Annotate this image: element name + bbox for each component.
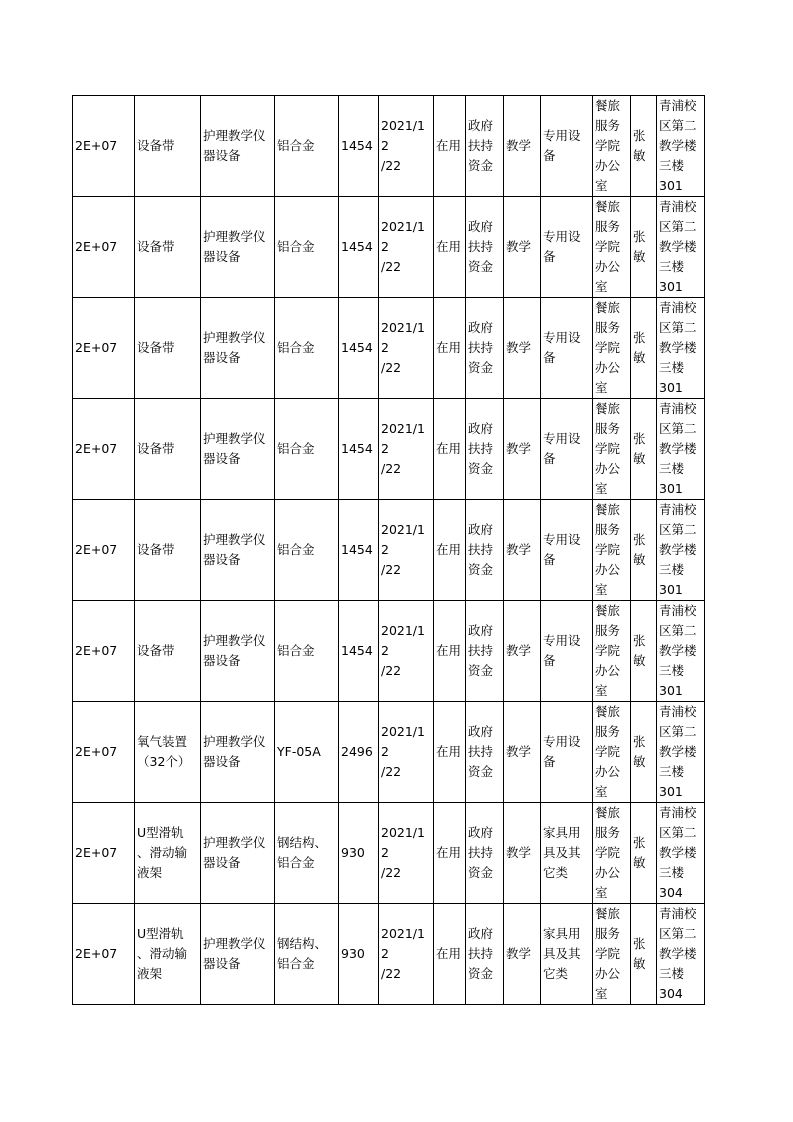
table-row [73, 399, 705, 500]
department-text: 餐旅 服务 学院 办公 室 [595, 805, 621, 900]
asset-code-cell [73, 197, 135, 298]
custodian-text: 张 敏 [633, 431, 646, 466]
fund-source-text: 政府 扶持 资金 [468, 118, 494, 173]
asset-code-text: 2E+07 [75, 239, 118, 254]
model-spec-text: 钢结构、 铝合金 [277, 835, 328, 870]
asset-code-text: 2E+07 [75, 744, 118, 759]
location-cell [657, 601, 705, 702]
model-spec-text: 铝合金 [277, 542, 315, 557]
asset-category-text: 护理教学仪 器设备 [203, 734, 266, 769]
acquire-date-text: 2021/12 /22 [381, 320, 425, 375]
table-row [73, 298, 705, 399]
location-text: 青浦校 区第二 教学楼 三楼 304 [659, 906, 697, 1001]
asset-code-cell [73, 904, 135, 1005]
asset-name-text: 设备带 [137, 340, 175, 355]
use-status-cell [434, 197, 466, 298]
asset-class-cell [541, 298, 593, 399]
asset-category-cell [201, 904, 275, 1005]
use-status-cell [434, 500, 466, 601]
fund-source-cell [466, 197, 504, 298]
use-status-text: 在用 [436, 643, 462, 658]
use-status-text: 在用 [436, 138, 462, 153]
asset-name-text: 设备带 [137, 643, 175, 658]
location-cell [657, 803, 705, 904]
usage-cell [504, 197, 541, 298]
asset-name-cell [135, 197, 201, 298]
usage-cell [504, 399, 541, 500]
asset-category-text: 护理教学仪 器设备 [203, 128, 266, 163]
asset-class-text: 专用设 备 [543, 633, 581, 668]
fund-source-text: 政府 扶持 资金 [468, 219, 494, 274]
fund-source-cell [466, 298, 504, 399]
acquire-date-cell [379, 601, 434, 702]
usage-cell [504, 803, 541, 904]
table-row [73, 702, 705, 803]
asset-class-text: 家具用 具及其 它类 [543, 926, 581, 981]
asset-category-cell [201, 803, 275, 904]
department-cell [593, 702, 631, 803]
asset-name-text: 设备带 [137, 239, 175, 254]
asset-name-text: 设备带 [137, 441, 175, 456]
department-cell [593, 500, 631, 601]
table-row [73, 197, 705, 298]
acquire-date-text: 2021/12 /22 [381, 623, 425, 678]
acquire-date-cell [379, 96, 434, 197]
usage-cell [504, 298, 541, 399]
fund-source-text: 政府 扶持 资金 [468, 825, 494, 880]
custodian-cell [631, 702, 657, 803]
acquire-date-cell [379, 702, 434, 803]
location-cell [657, 197, 705, 298]
location-cell [657, 96, 705, 197]
model-spec-cell [275, 702, 339, 803]
fund-source-cell [466, 702, 504, 803]
table-row [73, 500, 705, 601]
fund-source-cell [466, 803, 504, 904]
asset-category-text: 护理教学仪 器设备 [203, 936, 266, 971]
location-text: 青浦校 区第二 教学楼 三楼 301 [659, 401, 697, 496]
department-cell [593, 399, 631, 500]
department-text: 餐旅 服务 学院 办公 室 [595, 300, 621, 395]
acquire-date-cell [379, 298, 434, 399]
acquire-date-text: 2021/12 /22 [381, 219, 425, 274]
acquire-date-text: 2021/12 /22 [381, 522, 425, 577]
department-cell [593, 904, 631, 1005]
department-text: 餐旅 服务 学院 办公 室 [595, 401, 621, 496]
asset-category-cell [201, 298, 275, 399]
unit-price-cell [339, 197, 379, 298]
usage-text: 教学 [506, 946, 532, 961]
asset-name-text: 氧气装置 （32个） [137, 734, 191, 769]
use-status-cell [434, 96, 466, 197]
usage-text: 教学 [506, 643, 532, 658]
asset-code-text: 2E+07 [75, 845, 118, 860]
asset-table-body [73, 96, 705, 1005]
asset-class-text: 专用设 备 [543, 229, 581, 264]
department-text: 餐旅 服务 学院 办公 室 [595, 704, 621, 799]
unit-price-text: 1454 [341, 239, 373, 254]
custodian-cell [631, 500, 657, 601]
unit-price-cell [339, 399, 379, 500]
asset-name-cell [135, 96, 201, 197]
use-status-cell [434, 904, 466, 1005]
asset-class-cell [541, 702, 593, 803]
custodian-text: 张 敏 [633, 532, 646, 567]
use-status-cell [434, 399, 466, 500]
location-cell [657, 904, 705, 1005]
custodian-cell [631, 803, 657, 904]
department-cell [593, 601, 631, 702]
fund-source-cell [466, 96, 504, 197]
model-spec-cell [275, 197, 339, 298]
fund-source-cell [466, 500, 504, 601]
usage-text: 教学 [506, 744, 532, 759]
asset-class-cell [541, 803, 593, 904]
asset-name-cell [135, 803, 201, 904]
asset-code-text: 2E+07 [75, 138, 118, 153]
department-cell [593, 96, 631, 197]
table-row [73, 904, 705, 1005]
asset-class-cell [541, 96, 593, 197]
asset-table [72, 95, 705, 1005]
asset-code-text: 2E+07 [75, 441, 118, 456]
usage-cell [504, 601, 541, 702]
asset-code-cell [73, 803, 135, 904]
unit-price-cell [339, 500, 379, 601]
asset-name-cell [135, 601, 201, 702]
model-spec-text: 铝合金 [277, 643, 315, 658]
acquire-date-cell [379, 197, 434, 298]
fund-source-cell [466, 601, 504, 702]
asset-name-cell [135, 702, 201, 803]
department-cell [593, 298, 631, 399]
asset-class-text: 专用设 备 [543, 128, 581, 163]
unit-price-text: 1454 [341, 441, 373, 456]
usage-text: 教学 [506, 239, 532, 254]
use-status-cell [434, 803, 466, 904]
fund-source-cell [466, 904, 504, 1005]
fund-source-cell [466, 399, 504, 500]
model-spec-cell [275, 904, 339, 1005]
custodian-text: 张 敏 [633, 229, 646, 264]
fund-source-text: 政府 扶持 资金 [468, 623, 494, 678]
asset-code-cell [73, 601, 135, 702]
department-text: 餐旅 服务 学院 办公 室 [595, 502, 621, 597]
asset-class-text: 家具用 具及其 它类 [543, 825, 581, 880]
location-cell [657, 500, 705, 601]
unit-price-text: 1454 [341, 340, 373, 355]
model-spec-text: 钢结构、 铝合金 [277, 936, 328, 971]
custodian-cell [631, 601, 657, 702]
fund-source-text: 政府 扶持 资金 [468, 724, 494, 779]
acquire-date-text: 2021/12 /22 [381, 926, 425, 981]
asset-class-text: 专用设 备 [543, 330, 581, 365]
usage-cell [504, 96, 541, 197]
asset-category-text: 护理教学仪 器设备 [203, 532, 266, 567]
usage-text: 教学 [506, 845, 532, 860]
asset-code-text: 2E+07 [75, 340, 118, 355]
use-status-text: 在用 [436, 239, 462, 254]
custodian-cell [631, 96, 657, 197]
department-cell [593, 197, 631, 298]
location-text: 青浦校 区第二 教学楼 三楼 301 [659, 704, 697, 799]
custodian-cell [631, 904, 657, 1005]
table-row [73, 601, 705, 702]
unit-price-cell [339, 803, 379, 904]
location-text: 青浦校 区第二 教学楼 三楼 301 [659, 502, 697, 597]
acquire-date-text: 2021/12 /22 [381, 825, 425, 880]
asset-code-cell [73, 500, 135, 601]
use-status-cell [434, 298, 466, 399]
use-status-cell [434, 601, 466, 702]
usage-cell [504, 702, 541, 803]
custodian-text: 张 敏 [633, 128, 646, 163]
asset-class-cell [541, 904, 593, 1005]
location-cell [657, 298, 705, 399]
location-cell [657, 399, 705, 500]
model-spec-text: 铝合金 [277, 340, 315, 355]
model-spec-cell [275, 500, 339, 601]
asset-name-cell [135, 399, 201, 500]
asset-category-text: 护理教学仪 器设备 [203, 229, 266, 264]
custodian-text: 张 敏 [633, 936, 646, 971]
asset-code-text: 2E+07 [75, 946, 118, 961]
unit-price-text: 2496 [341, 744, 373, 759]
asset-class-cell [541, 601, 593, 702]
unit-price-cell [339, 96, 379, 197]
fund-source-text: 政府 扶持 资金 [468, 926, 494, 981]
asset-category-text: 护理教学仪 器设备 [203, 835, 266, 870]
use-status-text: 在用 [436, 744, 462, 759]
use-status-text: 在用 [436, 946, 462, 961]
asset-code-text: 2E+07 [75, 542, 118, 557]
unit-price-cell [339, 904, 379, 1005]
asset-category-cell [201, 96, 275, 197]
use-status-text: 在用 [436, 845, 462, 860]
usage-cell [504, 904, 541, 1005]
location-text: 青浦校 区第二 教学楼 三楼 301 [659, 199, 697, 294]
asset-code-cell [73, 96, 135, 197]
model-spec-text: 铝合金 [277, 441, 315, 456]
location-text: 青浦校 区第二 教学楼 三楼 301 [659, 603, 697, 698]
use-status-text: 在用 [436, 542, 462, 557]
asset-name-text: U型滑轨 、滑动输 液架 [137, 926, 188, 981]
acquire-date-cell [379, 803, 434, 904]
fund-source-text: 政府 扶持 资金 [468, 320, 494, 375]
model-spec-text: 铝合金 [277, 138, 315, 153]
asset-category-cell [201, 702, 275, 803]
asset-class-cell [541, 500, 593, 601]
custodian-cell [631, 399, 657, 500]
asset-name-cell [135, 904, 201, 1005]
usage-text: 教学 [506, 542, 532, 557]
fund-source-text: 政府 扶持 资金 [468, 421, 494, 476]
asset-code-cell [73, 298, 135, 399]
model-spec-cell [275, 399, 339, 500]
custodian-cell [631, 298, 657, 399]
usage-cell [504, 500, 541, 601]
use-status-text: 在用 [436, 340, 462, 355]
asset-category-text: 护理教学仪 器设备 [203, 431, 266, 466]
acquire-date-text: 2021/12 /22 [381, 724, 425, 779]
model-spec-text: YF-05A [277, 744, 321, 759]
fund-source-text: 政府 扶持 资金 [468, 522, 494, 577]
unit-price-text: 930 [341, 845, 365, 860]
use-status-text: 在用 [436, 441, 462, 456]
department-text: 餐旅 服务 学院 办公 室 [595, 906, 621, 1001]
department-cell [593, 803, 631, 904]
asset-name-cell [135, 298, 201, 399]
unit-price-text: 930 [341, 946, 365, 961]
asset-name-text: 设备带 [137, 542, 175, 557]
acquire-date-cell [379, 904, 434, 1005]
asset-code-cell [73, 702, 135, 803]
asset-name-text: U型滑轨 、滑动输 液架 [137, 825, 188, 880]
acquire-date-cell [379, 399, 434, 500]
custodian-text: 张 敏 [633, 734, 646, 769]
usage-text: 教学 [506, 138, 532, 153]
unit-price-cell [339, 298, 379, 399]
unit-price-text: 1454 [341, 542, 373, 557]
asset-category-text: 护理教学仪 器设备 [203, 633, 266, 668]
unit-price-text: 1454 [341, 138, 373, 153]
model-spec-text: 铝合金 [277, 239, 315, 254]
acquire-date-text: 2021/12 /22 [381, 421, 425, 476]
asset-code-text: 2E+07 [75, 643, 118, 658]
asset-category-cell [201, 500, 275, 601]
location-text: 青浦校 区第二 教学楼 三楼 304 [659, 805, 697, 900]
department-text: 餐旅 服务 学院 办公 室 [595, 98, 621, 193]
custodian-text: 张 敏 [633, 835, 646, 870]
model-spec-cell [275, 803, 339, 904]
location-text: 青浦校 区第二 教学楼 三楼 301 [659, 98, 697, 193]
acquire-date-text: 2021/12 /22 [381, 118, 425, 173]
asset-category-text: 护理教学仪 器设备 [203, 330, 266, 365]
asset-name-cell [135, 500, 201, 601]
unit-price-cell [339, 601, 379, 702]
asset-category-cell [201, 197, 275, 298]
use-status-cell [434, 702, 466, 803]
model-spec-cell [275, 601, 339, 702]
asset-class-text: 专用设 备 [543, 734, 581, 769]
acquire-date-cell [379, 500, 434, 601]
location-text: 青浦校 区第二 教学楼 三楼 301 [659, 300, 697, 395]
department-text: 餐旅 服务 学院 办公 室 [595, 603, 621, 698]
unit-price-cell [339, 702, 379, 803]
table-row [73, 96, 705, 197]
unit-price-text: 1454 [341, 643, 373, 658]
usage-text: 教学 [506, 340, 532, 355]
asset-category-cell [201, 399, 275, 500]
asset-category-cell [201, 601, 275, 702]
table-row [73, 803, 705, 904]
asset-class-text: 专用设 备 [543, 431, 581, 466]
custodian-text: 张 敏 [633, 330, 646, 365]
location-cell [657, 702, 705, 803]
asset-class-cell [541, 399, 593, 500]
model-spec-cell [275, 298, 339, 399]
custodian-text: 张 敏 [633, 633, 646, 668]
asset-class-cell [541, 197, 593, 298]
model-spec-cell [275, 96, 339, 197]
department-text: 餐旅 服务 学院 办公 室 [595, 199, 621, 294]
usage-text: 教学 [506, 441, 532, 456]
asset-name-text: 设备带 [137, 138, 175, 153]
asset-code-cell [73, 399, 135, 500]
custodian-cell [631, 197, 657, 298]
asset-class-text: 专用设 备 [543, 532, 581, 567]
